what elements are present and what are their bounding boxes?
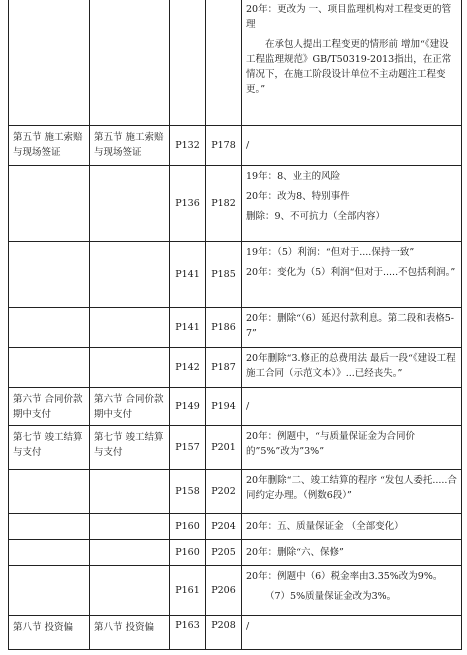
change-note-cell	[242, 0, 462, 126]
table-row	[9, 470, 462, 514]
old-section-cell	[9, 242, 90, 308]
old-section-cell: 第八节 投资偏	[9, 616, 90, 650]
old-section-cell	[9, 540, 90, 566]
new-page-cell: P205	[206, 540, 242, 566]
change-note-cell	[242, 166, 462, 242]
new-section-cell: 第八节 投资偏	[90, 616, 170, 650]
new-section-cell	[90, 566, 170, 616]
change-line: 20年删除“3.修正的总费用法 最后一段“《建设工程施工合同（示范文本）》...已经丧失。”	[246, 353, 456, 379]
new-section-cell	[90, 308, 170, 348]
table-row	[9, 514, 462, 540]
change-line: （7）5%质量保证金改为3%。	[265, 591, 397, 602]
new-page-cell: P206	[206, 566, 242, 616]
old-page-cell: P157	[170, 426, 206, 470]
old-section-cell: 第七节 竣工结算与支付	[9, 426, 90, 470]
new-section-cell	[90, 540, 170, 566]
change-line: 20年：改为8、特别事件	[246, 191, 350, 202]
change-line: 19年：（5）利润：“但对于....保持一致”	[246, 247, 415, 258]
old-page-cell: P161	[170, 566, 206, 616]
old-page-cell	[170, 0, 206, 126]
table-row	[9, 242, 462, 308]
new-section-cell	[90, 348, 170, 388]
old-page-cell: P142	[170, 348, 206, 388]
old-section-cell	[9, 308, 90, 348]
change-line: 20年：变化为（5）利润“但对于.....不包括利润。”	[246, 267, 456, 278]
new-page-cell: P187	[206, 348, 242, 388]
change-line: 20年：例题中，“与质量保证金为合同价的”5%”改为”3%”	[246, 431, 415, 457]
old-page-cell: P158	[170, 470, 206, 514]
old-page-cell: P141	[170, 308, 206, 348]
change-line: /	[246, 621, 250, 632]
change-note-cell	[242, 514, 462, 540]
table-row	[9, 166, 462, 242]
change-line: /	[246, 401, 250, 412]
new-section-cell	[90, 0, 170, 126]
old-page-cell: P136	[170, 166, 206, 242]
change-line: /	[246, 140, 250, 151]
table-row	[9, 348, 462, 388]
old-section-cell	[9, 566, 90, 616]
table-row	[9, 126, 462, 166]
change-note-cell	[242, 616, 462, 650]
new-section-cell	[90, 514, 170, 540]
change-note-cell	[242, 470, 462, 514]
old-page-cell: P149	[170, 388, 206, 426]
new-page-cell: P194	[206, 388, 242, 426]
new-section-cell: 第五节 施工索赔与现场签证	[90, 126, 170, 166]
old-section-cell	[9, 348, 90, 388]
change-line: 删除：9、不可抗力（全部内容）	[246, 211, 386, 222]
new-page-cell: P186	[206, 308, 242, 348]
change-note-cell	[242, 348, 462, 388]
new-section-cell: 第六节 合同价款期中支付	[90, 388, 170, 426]
table-row	[9, 308, 462, 348]
change-line: 20年删除“二、竣工结算的程序 “发包人委托.....合同约定办理。（例数6段）”	[246, 475, 457, 501]
new-page-cell: P182	[206, 166, 242, 242]
new-page-cell: P185	[206, 242, 242, 308]
table-row	[9, 426, 462, 470]
old-page-cell: P141	[170, 242, 206, 308]
change-note-cell	[242, 566, 462, 616]
old-section-cell	[9, 0, 90, 126]
old-section-cell	[9, 166, 90, 242]
old-page-cell: P160	[170, 514, 206, 540]
new-page-cell	[206, 0, 242, 126]
table-row	[9, 566, 462, 616]
old-section-cell: 第五节 施工索赔与现场签证	[9, 126, 90, 166]
new-page-cell: P208	[206, 616, 242, 650]
new-page-cell: P201	[206, 426, 242, 470]
table-row	[9, 0, 462, 126]
change-line: 20年：删除“（6）延迟付款利息。第二段和表格5-7”	[246, 313, 454, 339]
table-row	[9, 540, 462, 566]
change-note-cell	[242, 540, 462, 566]
change-note-cell	[242, 308, 462, 348]
change-note-cell	[242, 426, 462, 470]
change-line: 20年：更改为 一、项目监理机构对工程变更的管理	[246, 4, 452, 30]
new-section-cell	[90, 242, 170, 308]
old-section-cell: 第六节 合同价款期中支付	[9, 388, 90, 426]
comparison-table	[8, 0, 462, 650]
new-section-cell	[90, 166, 170, 242]
new-section-cell: 第七节 竣工结算与支付	[90, 426, 170, 470]
old-section-cell	[9, 514, 90, 540]
change-line: 20年：例题中（6）税金率由3.35%改为9%。	[246, 571, 443, 582]
old-section-cell	[9, 470, 90, 514]
new-section-cell	[90, 470, 170, 514]
change-line: 在承包人提出工程变更的情形前 增加“《建设工程监理规范》GB/T50319-2013指出，在正常情况下，在施工阶段设计单位不主动题注工程变更。”	[246, 39, 452, 95]
change-line: 20年：五、质量保证金 （全部变化）	[246, 521, 404, 532]
change-note-cell	[242, 242, 462, 308]
new-page-cell: P178	[206, 126, 242, 166]
change-note-cell	[242, 126, 462, 166]
old-page-cell: P132	[170, 126, 206, 166]
old-page-cell: P160	[170, 540, 206, 566]
change-note-cell	[242, 388, 462, 426]
new-page-cell: P202	[206, 470, 242, 514]
table-row	[9, 616, 462, 650]
new-page-cell: P204	[206, 514, 242, 540]
table-row	[9, 388, 462, 426]
change-line: 19年：8、业主的风险	[246, 171, 341, 182]
old-page-cell: P163	[170, 616, 206, 650]
change-line: 20年：删除“六、保修”	[246, 547, 344, 558]
